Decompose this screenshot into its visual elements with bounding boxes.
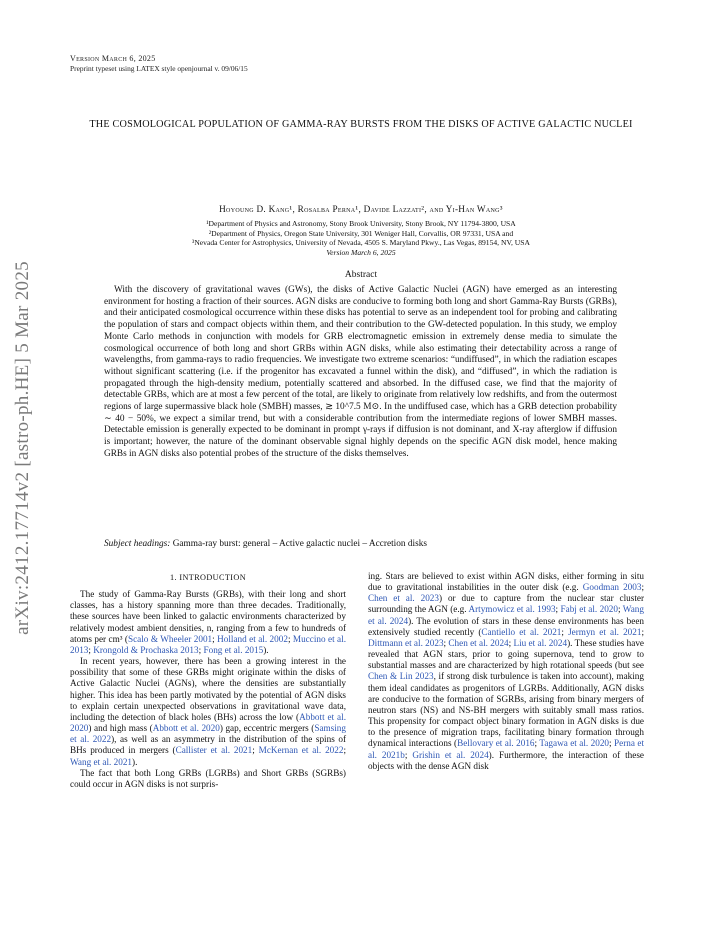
citation-link[interactable]: Chen et al. 2024 <box>448 637 509 648</box>
citation-link[interactable]: Callister et al. 2021 <box>175 745 253 756</box>
citation-link[interactable]: McKernan et al. 2022 <box>258 745 344 756</box>
version-line: Version March 6, 2025 <box>70 54 156 63</box>
citation-link[interactable]: Krongold & Prochaska 2013 <box>93 644 199 655</box>
paper-title: THE COSMOLOGICAL POPULATION OF GAMMA-RAY BURSTS FROM THE DISKS OF ACTIVE GALACTIC NUCLEI <box>89 119 633 130</box>
citation-link[interactable]: Fabj et al. 2020 <box>560 604 618 615</box>
citation-link[interactable]: Samsing et al. 2022 <box>70 723 346 745</box>
date-line: Version March 6, 2025 <box>326 247 396 257</box>
citation-link[interactable]: Holland et al. 2002 <box>217 633 288 644</box>
arxiv-identifier-stamp <box>3 228 43 668</box>
abstract-heading: Abstract <box>344 270 378 280</box>
citation-link[interactable]: Cantiello et al. 2021 <box>481 626 562 637</box>
citation-link[interactable]: Chen et al. 2023 <box>368 593 439 604</box>
preprint-header <box>70 54 248 74</box>
citation-link[interactable]: Fong et al. 2015 <box>203 644 264 655</box>
subject-headings <box>104 539 617 550</box>
right-column <box>368 571 644 772</box>
keywords-label: Subject headings: <box>104 539 171 549</box>
citation-link[interactable]: Perna et al. 2021b <box>368 738 645 760</box>
preprint-line: Preprint typeset using LATEX style openjournal v. 09/06/15 <box>70 64 248 73</box>
keywords-text: Gamma-ray burst: general – Active galactic nuclei – Accretion disks <box>172 539 427 549</box>
citation-link[interactable]: Artymowicz et al. 1993 <box>468 604 556 615</box>
arxiv-id-text: arXiv:2412.17714v2 [astro-ph.HE] 5 Mar 2025 <box>12 261 33 635</box>
citation-link[interactable]: Goodman 2003 <box>582 582 642 593</box>
left-column <box>70 570 346 790</box>
author-list: Hoyoung D. Kang¹, Rosalba Perna¹, Davide Lazzati², and Yi-Han Wang³ <box>219 204 503 214</box>
affiliation-2: ²Department of Physics, Oregon State University, 301 Weniger Hall, Corvallis, OR 97331, USA and <box>208 228 514 238</box>
citation-link[interactable]: Tagawa et al. 2020 <box>539 738 610 749</box>
section-heading-introduction: 1. INTRODUCTION <box>169 573 247 582</box>
citation-link[interactable]: Liu et al. 2024 <box>513 637 568 648</box>
citation-link[interactable]: Wang et al. 2021 <box>70 756 133 767</box>
intro-paragraph-2: In recent years, however, there has been a growing interest in the possibility that some of these GRBs might originate within the disks of Active Galactic Nuclei (AGNs), where the densities are substantially higher. This idea has been partly motivated by the potential of AGN disks to explain certain unexpected observations in gravitational wave data, including the detection of black holes (BHs) across the low (Abbott et al. 2020) and high mass (Abbott et al. 2020) gap, eccentric mergers (Samsing et al. 2022), as well as an asymmetry in the distribution of the spins of BHs produced in mergers (Callister et al. 2021; McKernan et al. 2022; Wang et al. 2021). <box>70 656 347 767</box>
citation-link[interactable]: Scalo & Wheeler 2001 <box>127 633 213 644</box>
intro-paragraph-1: The study of Gamma-Ray Bursts (GRBs), with their long and short classes, has a history spanning more than three decades. Traditionally, these sources have been linked to galactic environments characterized by relatively modest ambient densities, n, ranging from a few to hundreds of atoms per cm³ (Scalo & Wheeler 2001; Holland et al. 2002; Muccino et al. 2013; Krongold & Prochaska 2013; Fong et al. 2015). <box>70 589 346 655</box>
citation-link[interactable]: Muccino et al. 2013 <box>70 633 346 655</box>
citation-link[interactable]: Grishin et al. 2024 <box>412 749 489 760</box>
citation-link[interactable]: Dittmann et al. 2023 <box>368 637 444 648</box>
citation-link[interactable]: Abbott et al. 2020 <box>152 723 220 734</box>
author-block <box>80 204 642 258</box>
affiliation-3: ³Nevada Center for Astrophysics, University of Nevada, 4505 S. Maryland Pkwy., Las Vegas, 89154, NV, USA <box>192 238 530 248</box>
citation-link[interactable]: Abbott et al. 2020 <box>70 711 346 734</box>
abstract-body: With the discovery of gravitational waves (GWs), the disks of Active Galactic Nuclei (AGN) have emerged as an interesting environment for hosting a fraction of their sources. AGN disks are conducive to forming both long and short Gamma-Ray Bursts (GRBs), and their anticipated cosmological occurrence within these disks has potential to serve as an independent tool for probing and calibrating the population of stars and compact objects within them, and their contribution to the GW-detected population. In this study, we employ Monte Carlo methods in conjunction with models for GRB electromagnetic emission in extremely dense media to simulate the cosmological occurrence of both long and short GRBs within AGN disks, while also estimating their detectability across a range of wavelengths, from gamma-rays to radio frequencies. We investigate two extreme scenarios: “undiffused”, in which the radiation escapes without significant scattering (i.e. if the progenitor has excavated a funnel within the disk), and “diffused”, in which the radiation is propagated through the high-density medium, potentially scattered and absorbed. In the diffused case, we find that the majority of detectable GRBs, which are at most a few percent of the total, are likely to originate from relatively low redshifts, and from the outermost regions of large supermassive black hole (SMBH) masses, ≳ 10^7.5 M⊙. In the undiffused case, which has a GRB detection probability ∼ 40 − 50%, we expect a similar trend, but with a considerable contribution from the intermediate regions of lower SMBH masses. Detectable emission is generally expected to be dominant in prompt γ-rays if diffusion is not dominant, and X-ray afterglow if diffusion is important; however, the nature of the dominant observable signal highly depends on the specific AGN disk model, hence making GRBs in AGN disks also potential probes of the structure of the disks themselves. <box>104 285 617 459</box>
citation-link[interactable]: Bellovary et al. 2016 <box>457 738 535 749</box>
citation-link[interactable]: Wang et al. 2024 <box>368 604 644 626</box>
affiliation-1: ¹Department of Physics and Astronomy, Stony Brook University, Stony Brook, NY 11794-3800, USA <box>206 219 516 228</box>
citation-link[interactable]: Jermyn et al. 2021 <box>568 626 642 637</box>
citation-link[interactable]: Chen & Lin 2023 <box>368 671 434 682</box>
intro-paragraph-3: The fact that both Long GRBs (LGRBs) and Short GRBs (SGRBs) could occur in AGN disks is not surpris- <box>70 767 346 789</box>
intro-paragraph-continued: ing. Stars are believed to exist within AGN disks, either forming in situ due to gravitational instabilities in the outer disk (e.g. Goodman 2003; Chen et al. 2023) or due to capture from the nuclear star cluster surrounding the AGN (e.g. Artymowicz et al. 1993; Fabj et al. 2020; Wang et al. 2024). The evolution of stars in these dense environments has been extensively studied recently (Cantiello et al. 2021; Jermyn et al. 2021; Dittmann et al. 2023; Chen et al. 2024; Liu et al. 2024). These studies have revealed that AGN stars, prior to going supernova, tend to grow to substantial masses and are characterized by high rotational speeds (but see Chen & Lin 2023, if strong disk turbulence is taken into account), making them ideal candidates as progenitors of LGRBs. Additionally, AGN disks are conducive to the formation of SGRBs, arising from binary mergers of neutron stars (NS) and NS-BH mergers with suitably small mass ratios. This propensity for compact object binary formation in AGN disks is due to the presence of migration traps, facilitating binary formation through dynamical interactions (Bellovary et al. 2016; Tagawa et al. 2020; Perna et al. 2021b; Grishin et al. 2024). Furthermore, the interaction of these objects with the dense AGN disk <box>368 571 645 771</box>
